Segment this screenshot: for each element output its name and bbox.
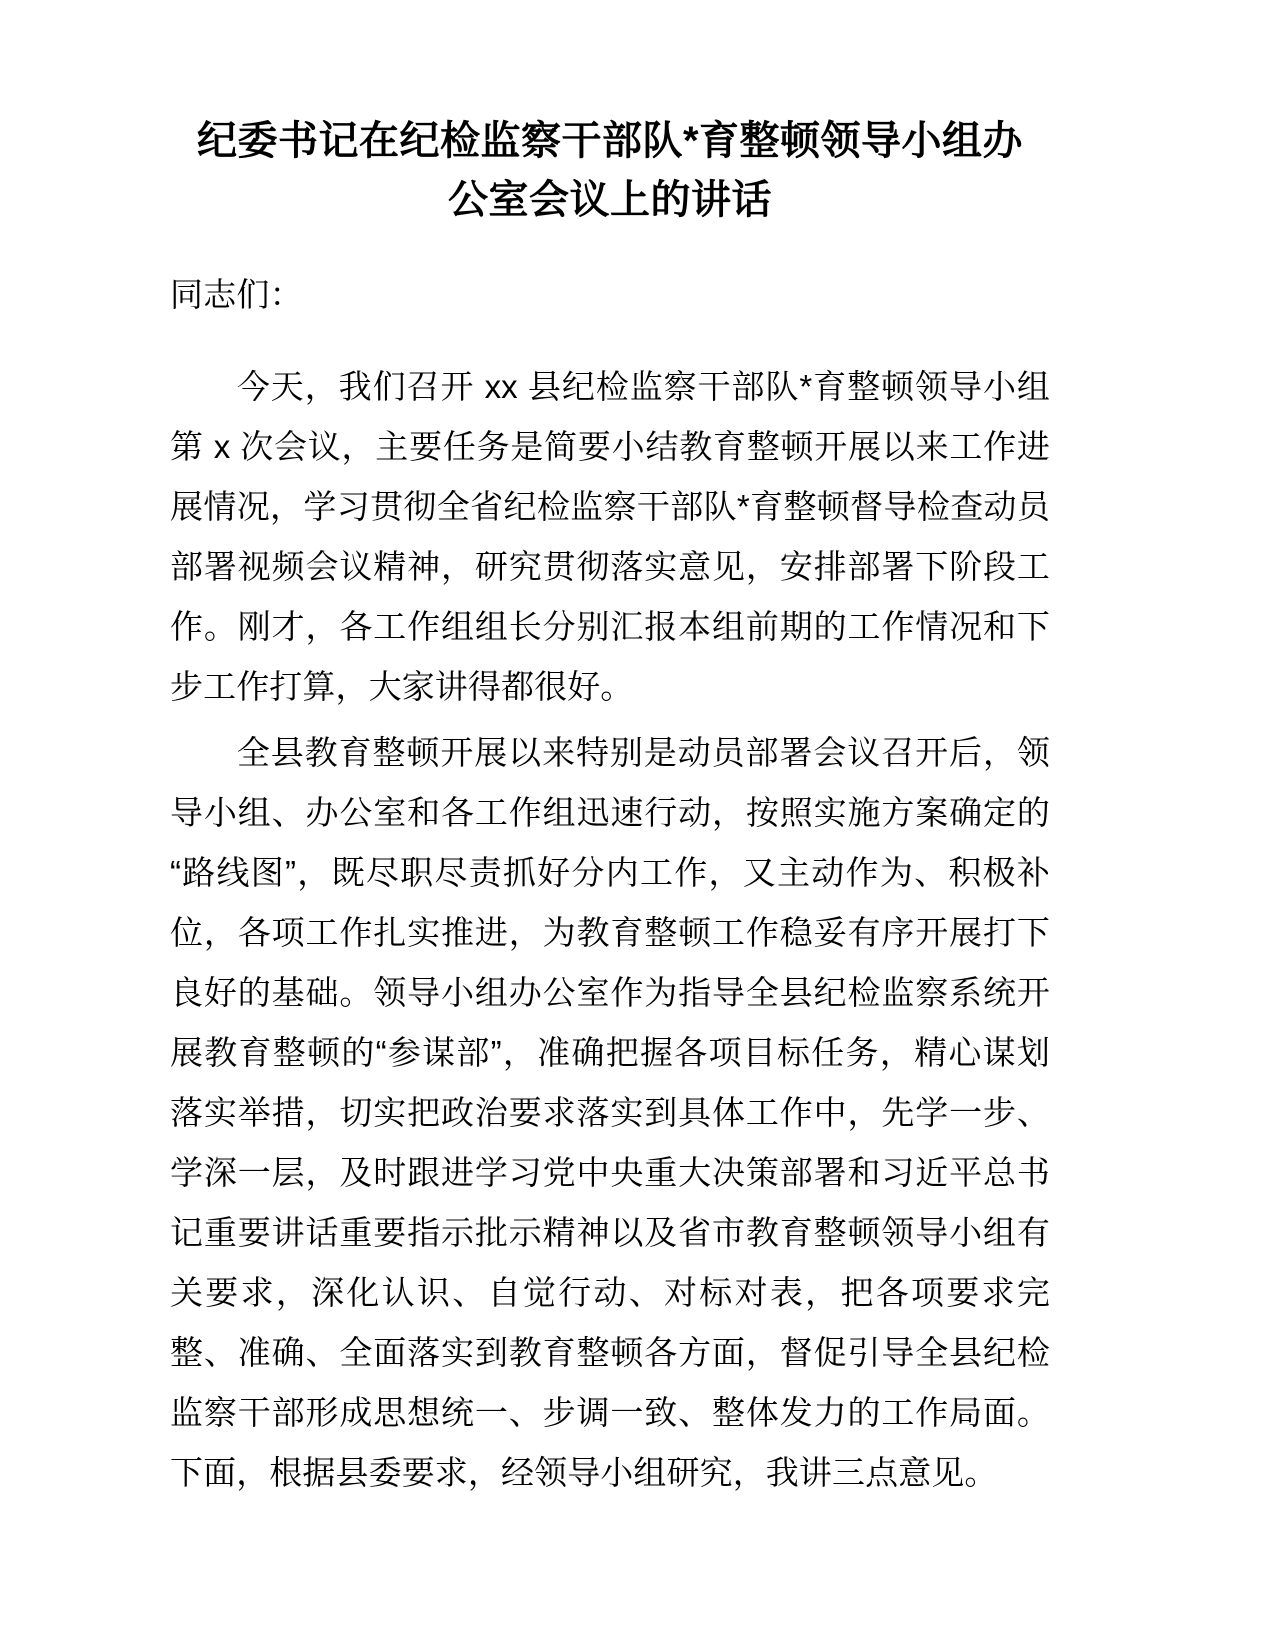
- document-content: [170, 112, 1050, 1503]
- salutation: 同志们：: [170, 276, 303, 313]
- page-title-line-2: 公室会议上的讲话: [448, 178, 772, 222]
- page-title: [170, 112, 1050, 230]
- body-paragraph-2: [170, 723, 1050, 1503]
- body-paragraph-2-text: 全县教育整顿开展以来特别是动员部署会议召开后，领导小组、办公室和各工作组迅速行动，按照实施方案确定的“路线图”，既尽职尽责抓好分内工作，又主动作为、积极补位，各项工作扎实推进，为教育整顿工作稳妥有序开展打下良好的基础。领导小组办公室作为指导全县纪检监察系统开展教育整顿的“参谋部”，准确把握各项目标任务，精心谋划落实举措，切实把政治要求落实到具体工作中，先学一步、学深一层，及时跟进学习党中央重大决策部署和习近平总书记重要讲话重要指示批示精神以及省市教育整顿领导小组有关要求，深化认识、自觉行动、对标对表，把各项要求完整、准确、全面落实到教育整顿各方面，督促引导全县纪检监察干部形成思想统一、步调一致、整体发力的工作局面。下面，根据县委要求，经领导小组研究，我讲三点意见。: [170, 734, 1050, 1491]
- body-paragraph-1: [170, 357, 1050, 717]
- body-paragraph-1-text: 今天，我们召开 xx 县纪检监察干部队*育整顿领导小组第 x 次会议，主要任务是简要小结教育整顿开展以来工作进展情况，学习贯彻全省纪检监察干部队*育整顿督导检查动员部署视频会议精神，研究贯彻落实意见，安排部署下阶段工作。刚才，各工作组组长分别汇报本组前期的工作情况和下步工作打算，大家讲得都很好。: [170, 368, 1050, 705]
- page-title-line-1: 纪委书记在纪检监察干部队*育整顿领导小组办: [196, 119, 1024, 163]
